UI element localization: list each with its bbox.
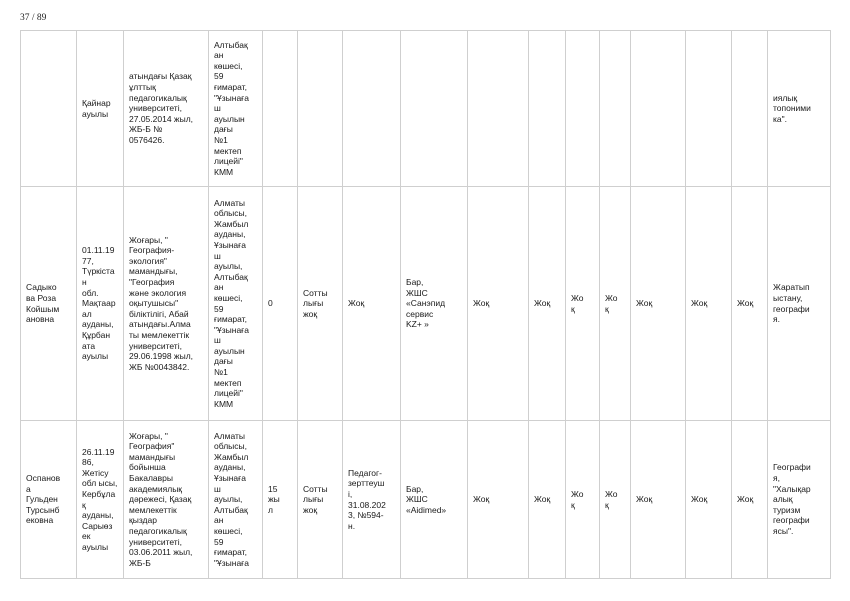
conviction-cell (298, 31, 343, 187)
col13-cell: Жоқ (631, 421, 686, 579)
table-row (21, 187, 831, 421)
col9-cell: Жоқ (468, 421, 529, 579)
table-row (21, 31, 831, 187)
category-cell (343, 31, 401, 187)
subject-cell: Жаратып ыстану, географи я. (768, 187, 831, 421)
name-cell: Оспанов а Гульден Турсынб ековна (21, 421, 77, 579)
medical-cell: Бар, ЖШС «Aidimed» (401, 421, 468, 579)
medical-cell: Бар, ЖШС «Санэпид сервис KZ+ » (401, 187, 468, 421)
col15-cell (732, 31, 768, 187)
col14-cell: Жоқ (686, 187, 732, 421)
experience-cell (263, 31, 298, 187)
teachers-table (20, 30, 831, 579)
col10-cell (529, 31, 566, 187)
experience-cell: 15 жы л (263, 421, 298, 579)
name-cell: Садыко ва Роза Койшым ановна (21, 187, 77, 421)
name-cell (21, 31, 77, 187)
col13-cell (631, 31, 686, 187)
table-body (21, 31, 831, 579)
birth-cell: Қайнар ауылы (77, 31, 124, 187)
col12-cell (600, 31, 631, 187)
category-cell: Жоқ (343, 187, 401, 421)
workplace-cell: Алматы облысы, Жамбыл ауданы, Ұзынаға ш ауылы, Алтыбақ ан көшесі, 59 ғимарат, "Ұзынаға ш ауылын дағы №1 мектеп лицейі" КММ (209, 187, 263, 421)
page-number: 37 / 89 (20, 13, 47, 23)
col15-cell: Жоқ (732, 421, 768, 579)
conviction-cell: Сотты лығы жоқ (298, 421, 343, 579)
table-row (21, 421, 831, 579)
birth-cell: 26.11.19 86, Жетісу обл ысы, Кербұла қ ауданы, Сарыөз ек ауылы (77, 421, 124, 579)
education-cell: Жоғары, " География" мамандығы бойынша Бакалавры академиялық дәрежесі, Қазақ мемлекеттік қыздар педагогикалық университеті, 03.06.2011 жыл, ЖБ-Б (124, 421, 209, 579)
subject-cell: Географи я, "Халықар алық туризм географи ясы". (768, 421, 831, 579)
col13-cell: Жоқ (631, 187, 686, 421)
col10-cell: Жоқ (529, 187, 566, 421)
col15-cell: Жоқ (732, 187, 768, 421)
col11-cell: Жо қ (566, 187, 600, 421)
col11-cell: Жо қ (566, 421, 600, 579)
col11-cell (566, 31, 600, 187)
workplace-cell: Алматы облысы, Жамбыл ауданы, Ұзынаға ш ауылы, Алтыбақ ан көшесі, 59 ғимарат, "Ұзынаға (209, 421, 263, 579)
col12-cell: Жо қ (600, 187, 631, 421)
col14-cell (686, 31, 732, 187)
col9-cell: Жоқ (468, 187, 529, 421)
education-cell: атындағы Қазақ ұлттық педагогикалық университеті, 27.05.2014 жыл, ЖБ-Б № 0576426. (124, 31, 209, 187)
experience-cell: 0 (263, 187, 298, 421)
col14-cell: Жоқ (686, 421, 732, 579)
col9-cell (468, 31, 529, 187)
education-cell: Жоғары, " География- экология" мамандығы, "География және экология оқытушысы" біліктілігі, Абай атындағы.Алма ты мемлекеттік университеті, 29.06.1998 жыл, ЖБ №0043842. (124, 187, 209, 421)
col10-cell: Жоқ (529, 421, 566, 579)
category-cell: Педагог- зерттеуш і, 31.08.202 3, №594- н. (343, 421, 401, 579)
col12-cell: Жо қ (600, 421, 631, 579)
subject-cell: иялық топоними ка". (768, 31, 831, 187)
birth-cell: 01.11.19 77, Түркістан обл. Мақтаар ал ауданы, Құрбан ата ауылы (77, 187, 124, 421)
conviction-cell: Сотты лығы жоқ (298, 187, 343, 421)
medical-cell (401, 31, 468, 187)
workplace-cell: Алтыбақ ан көшесі, 59 ғимарат, "Ұзынаға ш ауылын дағы №1 мектеп лицейі" КММ (209, 31, 263, 187)
